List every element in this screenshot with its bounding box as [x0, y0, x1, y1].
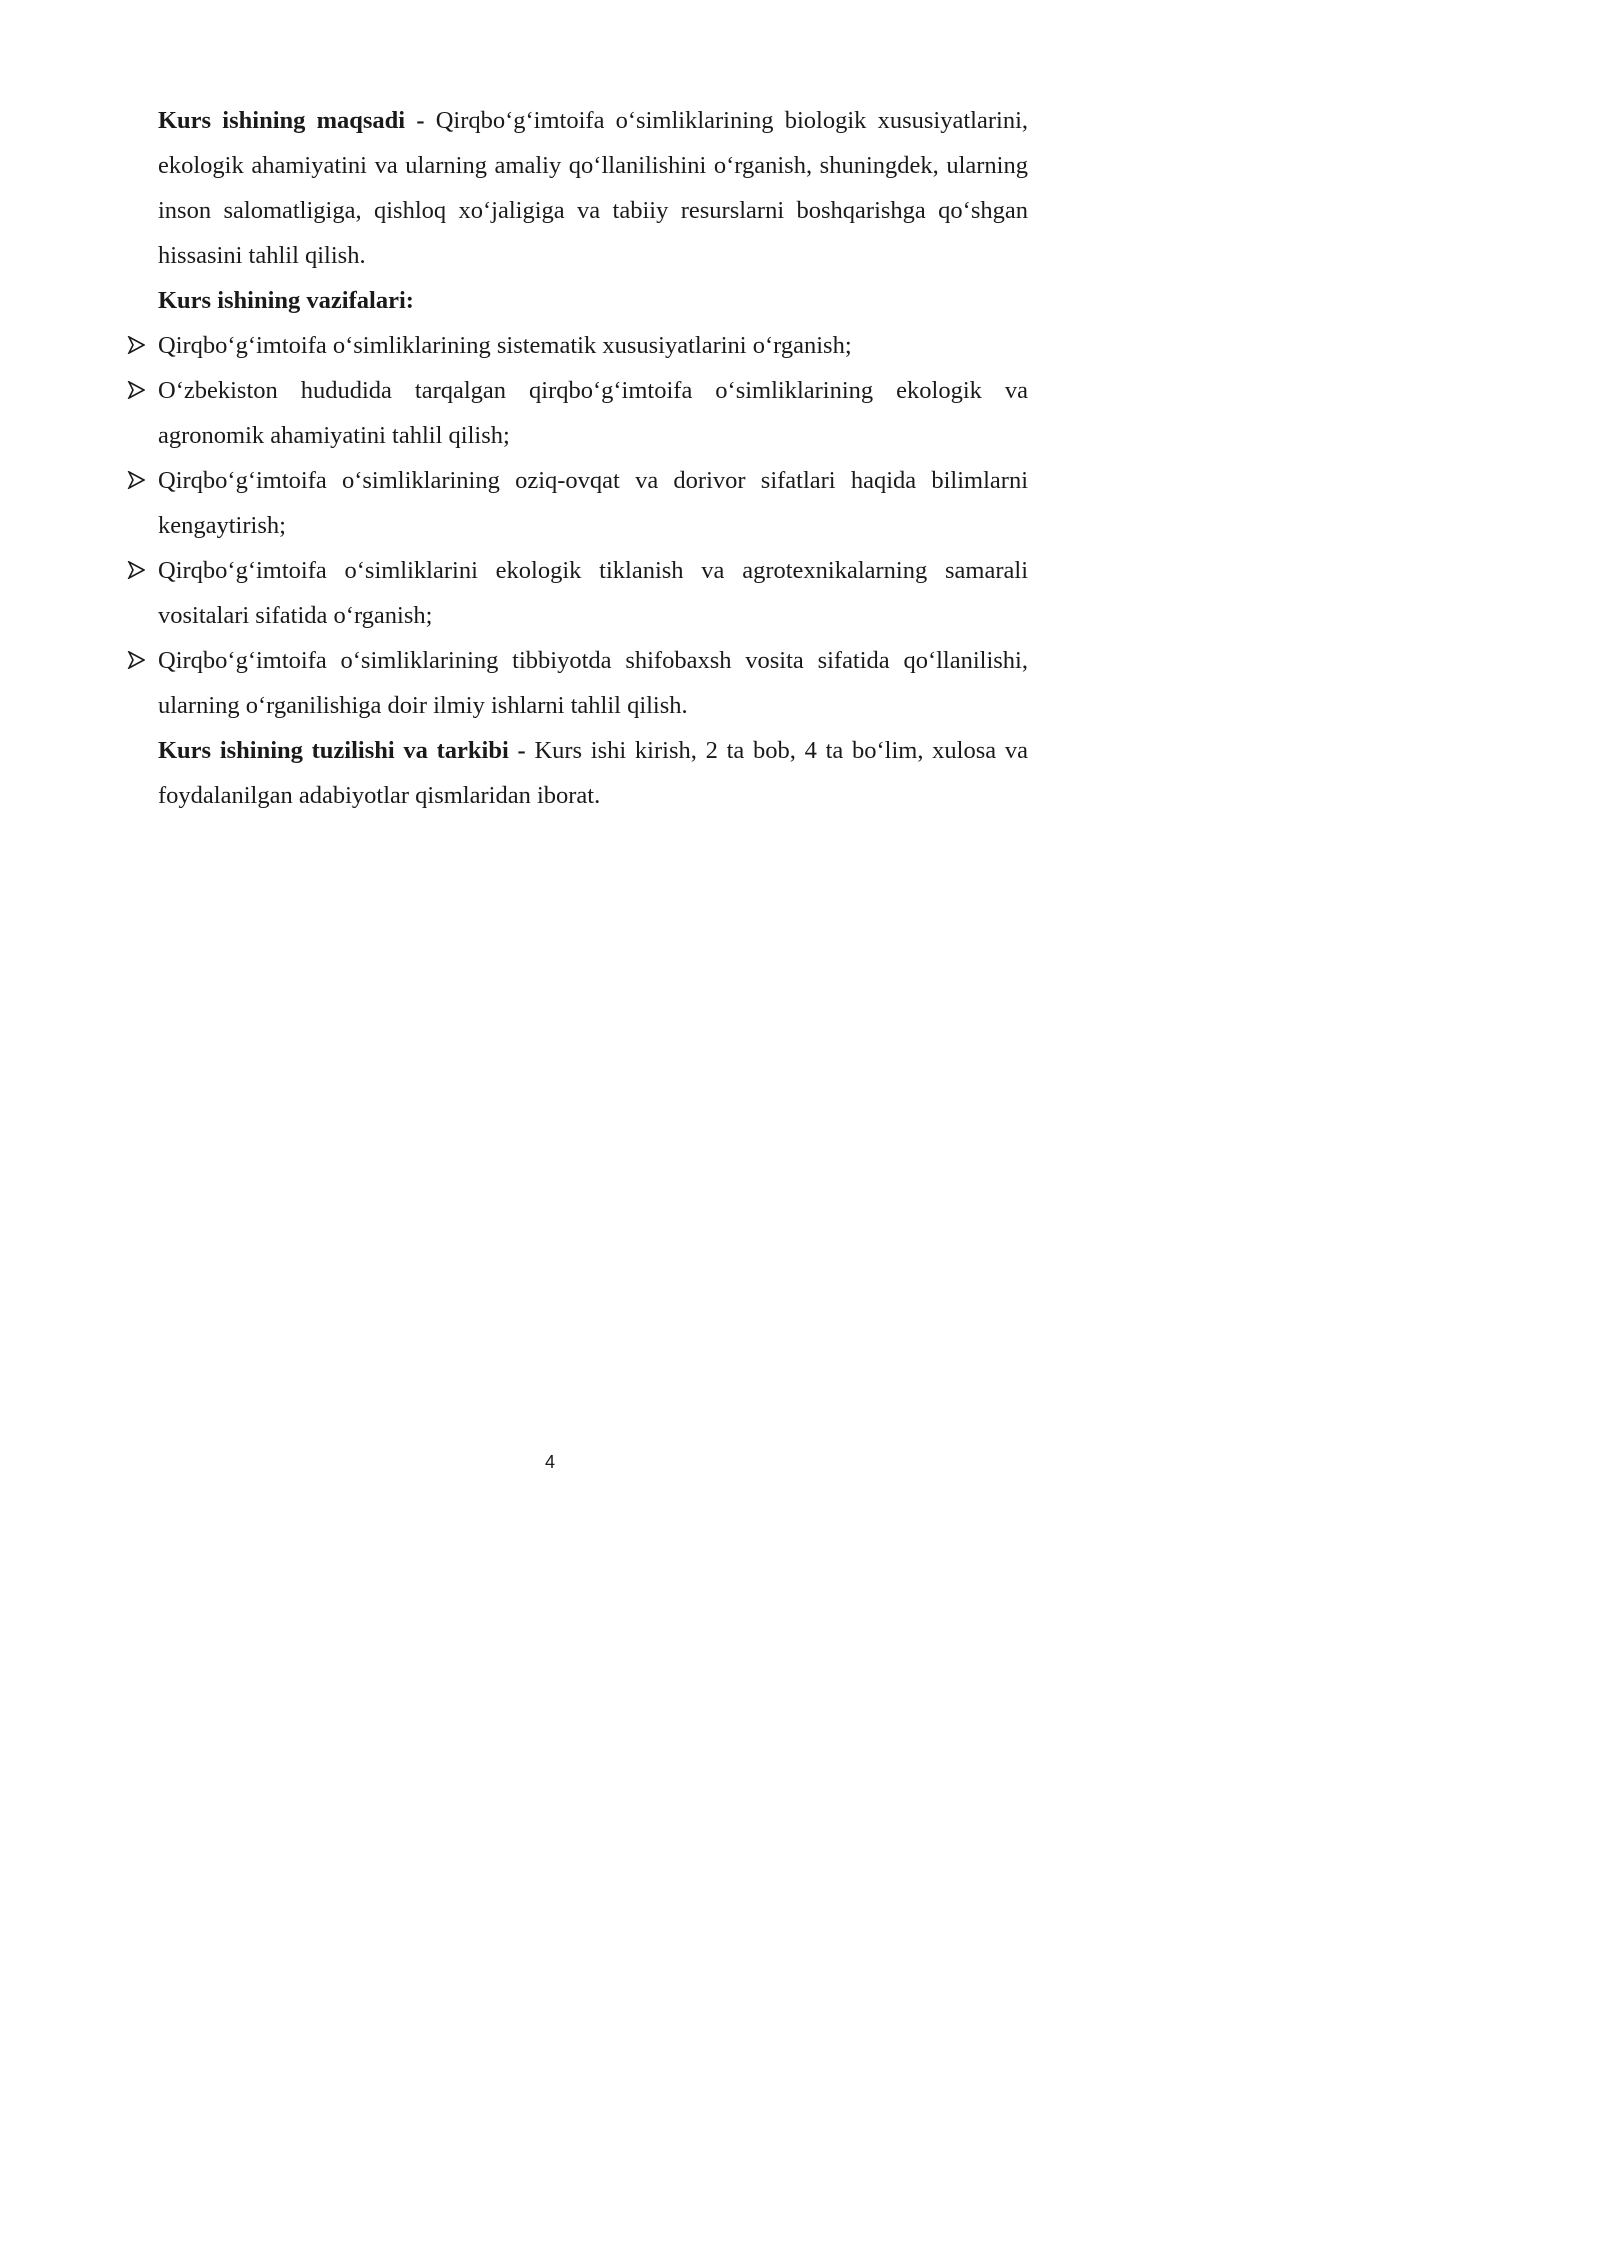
goal-text: Qirqbo‘g‘imtoifa o‘simliklarining biologik xususiyatlarini, ekologik ahamiyatini va ularning amaliy qo‘llanilishini o‘rganish, shuningdek, ularning inson salomatligiga, qishloq xo‘jaligiga va tabiiy resurslarni boshqarishga qo‘shgan hissasini tahlil qilish. [158, 107, 1028, 269]
structure-label: Kurs ishining tuzilishi va tarkibi - [158, 737, 526, 764]
document-body [158, 98, 1028, 818]
task-text: Qirqbo‘g‘imtoifa o‘simliklarining sistematik xususiyatlarini o‘rganish; [158, 332, 852, 359]
list-item [158, 638, 1028, 728]
page-number: 4 [544, 1452, 555, 1472]
goal-label: Kurs ishining maqsadi [158, 107, 406, 134]
task-text: Qirqbo‘g‘imtoifa o‘simliklarini ekologik tiklanish va agrotexnikalarning samarali vositalari sifatida o‘rganish; [158, 557, 1028, 629]
task-text: Qirqbo‘g‘imtoifa o‘simliklarining oziq-ovqat va dorivor sifatlari haqida bilimlarni kengaytirish; [158, 467, 1028, 539]
structure-text: Kurs ishi kirish, 2 ta bob, 4 ta bo‘lim, xulosa va foydalanilgan adabiyotlar qismlaridan iborat. [158, 737, 1029, 809]
structure-paragraph [158, 728, 1028, 818]
list-item [158, 458, 1028, 548]
arrowhead-bullet-icon [127, 336, 145, 354]
arrowhead-bullet-icon [127, 561, 145, 579]
goal-separator: - [405, 107, 436, 134]
arrowhead-bullet-icon [127, 651, 145, 669]
document-page [0, 0, 1100, 1555]
list-item [158, 368, 1028, 458]
list-item [158, 548, 1028, 638]
tasks-heading: Kurs ishining vazifalari: [158, 287, 414, 314]
task-text: O‘zbekiston hududida tarqalgan qirqbo‘g‘imtoifa o‘simliklarining ekologik va agronomik ahamiyatini tahlil qilish; [158, 377, 1028, 449]
task-text: Qirqbo‘g‘imtoifa o‘simliklarining tibbiyotda shifobaxsh vosita sifatida qo‘llanilishi, ularning o‘rganilishiga doir ilmiy ishlarni tahlil qilish. [158, 647, 1028, 719]
arrowhead-bullet-icon [127, 471, 145, 489]
list-item [158, 323, 1028, 368]
goal-paragraph [158, 98, 1028, 278]
tasks-list [158, 323, 1028, 728]
arrowhead-bullet-icon [127, 381, 145, 399]
